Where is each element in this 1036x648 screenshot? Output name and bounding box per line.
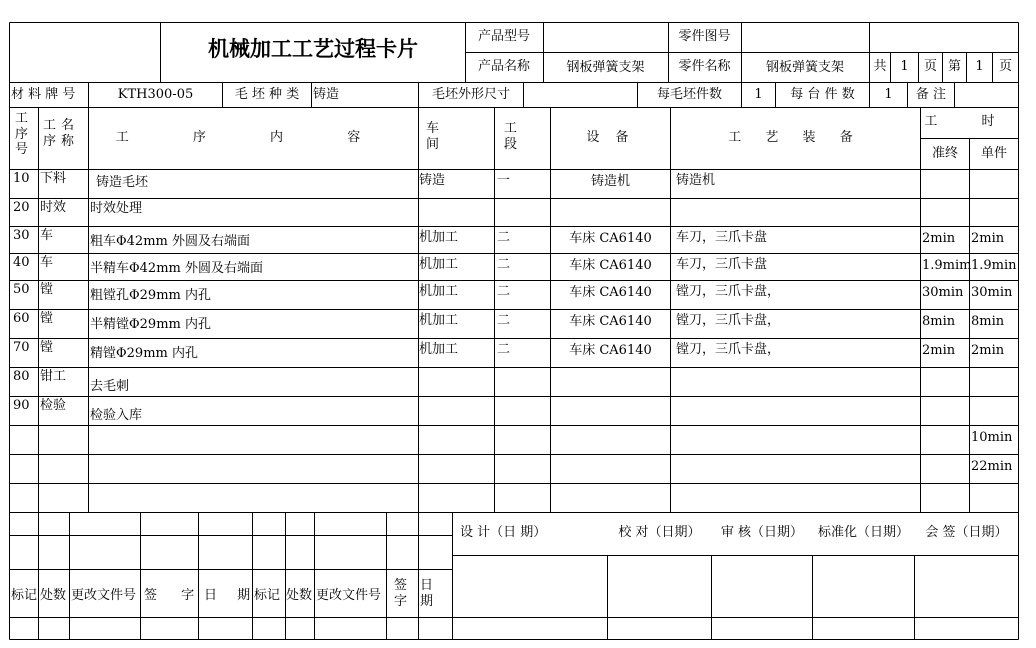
page-label: 页 [923,59,937,74]
table-row-name: 下料 [40,171,67,186]
footer-design: 设 计（日 期） [460,525,547,540]
table-row-content: 检验入库 [90,408,143,423]
table-row-tooling: 镗刀，三爪卡盘， [676,342,781,357]
col-setup: 准终 [931,146,958,161]
table-row-section: 一 [497,173,511,188]
col-tooling: 工 艺 装 备 [728,130,863,145]
table-row-content: 去毛刺 [90,379,130,394]
table-row-workshop: 机加工 [419,257,459,272]
col-content: 工 序 内 容 [115,130,391,145]
total-label: 共 [873,59,887,74]
table-row-section: 二 [497,257,511,272]
footer-mark-2: 标记 [254,588,281,603]
table-row-tooling: 铸造机 [676,173,716,188]
table-row-content: 半精车Φ42mm 外圆及右端面 [90,261,263,276]
table-row-name: 检验 [40,398,67,413]
per-blank-label: 每毛坯件数 [656,87,722,102]
table-row-unit: 22min [971,459,1013,474]
table-row-name: 钳工 [40,369,67,384]
table-row-content: 精镗Φ29mm 内孔 [90,346,198,361]
sheet-page-label: 页 [998,59,1012,74]
table-row-equipment: 车床 CA6140 [569,314,652,329]
sheet-label: 第 [947,59,961,74]
table-row-section: 二 [497,342,511,357]
footer-place-2: 处数 [286,588,313,603]
total-value: 1 [900,59,909,74]
footer-sign-2: 签字 [394,578,408,609]
footer-date-2: 日期 [420,578,434,609]
table-row-content: 铸造毛坯 [96,175,149,190]
col-seq-name: 工名序称 [43,118,80,149]
table-row-setup: 30min [922,285,964,300]
table-row-tooling: 车刀，三爪卡盘 [676,230,768,245]
table-row-workshop: 铸造 [419,173,446,188]
table-row-name: 镗 [40,311,54,326]
col-time: 工 时 [924,114,1015,129]
table-row-name: 车 [40,255,54,270]
table-row-name: 镗 [40,340,54,355]
table-row-content: 时效处理 [90,201,143,216]
footer-sign-1: 签 字 [144,588,205,603]
page-title: 机械加工工艺过程卡片 [208,36,418,61]
table-row-setup: 8min [922,314,956,329]
table-row-unit: 1.9min [971,258,1017,273]
footer-countersign: 会 签（日期） [925,525,1008,540]
table-row-setup: 2min [922,343,956,358]
blank-type-label: 毛 坯 种 类 [234,87,300,102]
table-row-equipment: 车床 CA6140 [569,343,652,358]
part-name-value: 钢板弹簧支架 [765,60,844,75]
product-name-label: 产品名称 [477,59,530,74]
footer-standard: 标准化（日期） [817,525,909,540]
footer-doc-2: 更改文件号 [316,588,382,603]
table-row-unit: 10min [971,430,1013,445]
table-row-tooling: 镗刀，三爪卡盘， [676,284,781,299]
table-row-section: 二 [497,230,511,245]
product-model-label: 产品型号 [477,29,530,44]
col-workshop: 车间 [426,121,440,152]
table-row-name: 时效 [40,200,67,215]
col-seq-no: 工序号 [15,111,29,158]
table-row-unit: 2min [971,231,1005,246]
table-row-no: 10 [13,171,30,186]
table-row-no: 20 [13,200,30,215]
sheet-value: 1 [975,59,984,74]
material-value: KTH300-05 [117,87,194,102]
table-row-section: 二 [497,313,511,328]
table-row-equipment: 铸造机 [590,174,630,189]
table-row-no: 30 [13,228,30,243]
remark-label: 备 注 [915,87,947,102]
footer-review: 审 核（日期） [720,525,804,540]
table-row-name: 车 [40,228,54,243]
table-row-no: 80 [13,369,30,384]
table-row-equipment: 车床 CA6140 [569,258,652,273]
footer-mark-1: 标记 [11,588,38,603]
table-row-workshop: 机加工 [419,313,459,328]
table-row-setup: 2min [922,231,956,246]
part-drawing-label: 零件图号 [678,29,731,44]
blank-type-value: 铸造 [313,87,340,102]
table-row-workshop: 机加工 [419,342,459,357]
footer-doc-1: 更改文件号 [71,588,137,603]
table-row-no: 50 [13,282,30,297]
col-equipment: 设 备 [586,130,635,145]
table-row-content: 粗镗孔Φ29mm 内孔 [90,288,211,303]
product-name-value: 钢板弹簧支架 [566,60,645,75]
table-row-no: 70 [13,340,30,355]
table-row-no: 60 [13,311,30,326]
footer-date-1: 日 期 [204,588,259,603]
table-row-equipment: 车床 CA6140 [569,231,652,246]
blank-size-label: 毛坯外形尺寸 [431,87,510,102]
footer-place-1: 处数 [40,588,67,603]
table-row-no: 40 [13,255,30,270]
table-row-equipment: 车床 CA6140 [569,285,652,300]
col-unit: 单件 [980,146,1007,161]
table-row-no: 90 [13,398,30,413]
table-row-unit: 8min [971,314,1005,329]
table-row-unit: 30min [971,285,1013,300]
table-row-tooling: 车刀，三爪卡盘 [676,257,768,272]
per-blank-value: 1 [754,87,763,102]
per-unit-value: 1 [884,87,893,102]
table-row-section: 二 [497,284,511,299]
footer-check: 校 对（日期） [618,525,701,540]
table-row-name: 镗 [40,282,54,297]
col-section: 工段 [504,121,518,152]
material-label: 材 料 牌 号 [11,87,76,102]
per-unit-label: 每 台 件 数 [790,87,855,102]
table-row-content: 粗车Φ42mm 外圆及右端面 [90,234,250,249]
table-row-setup: 1.9mim [922,258,972,273]
table-row-tooling: 镗刀，三爪卡盘， [676,313,781,328]
table-row-unit: 2min [971,343,1005,358]
table-row-workshop: 机加工 [419,230,459,245]
table-row-content: 半精镗Φ29mm 内孔 [90,317,211,332]
table-row-workshop: 机加工 [419,284,459,299]
part-name-label: 零件名称 [678,59,731,74]
